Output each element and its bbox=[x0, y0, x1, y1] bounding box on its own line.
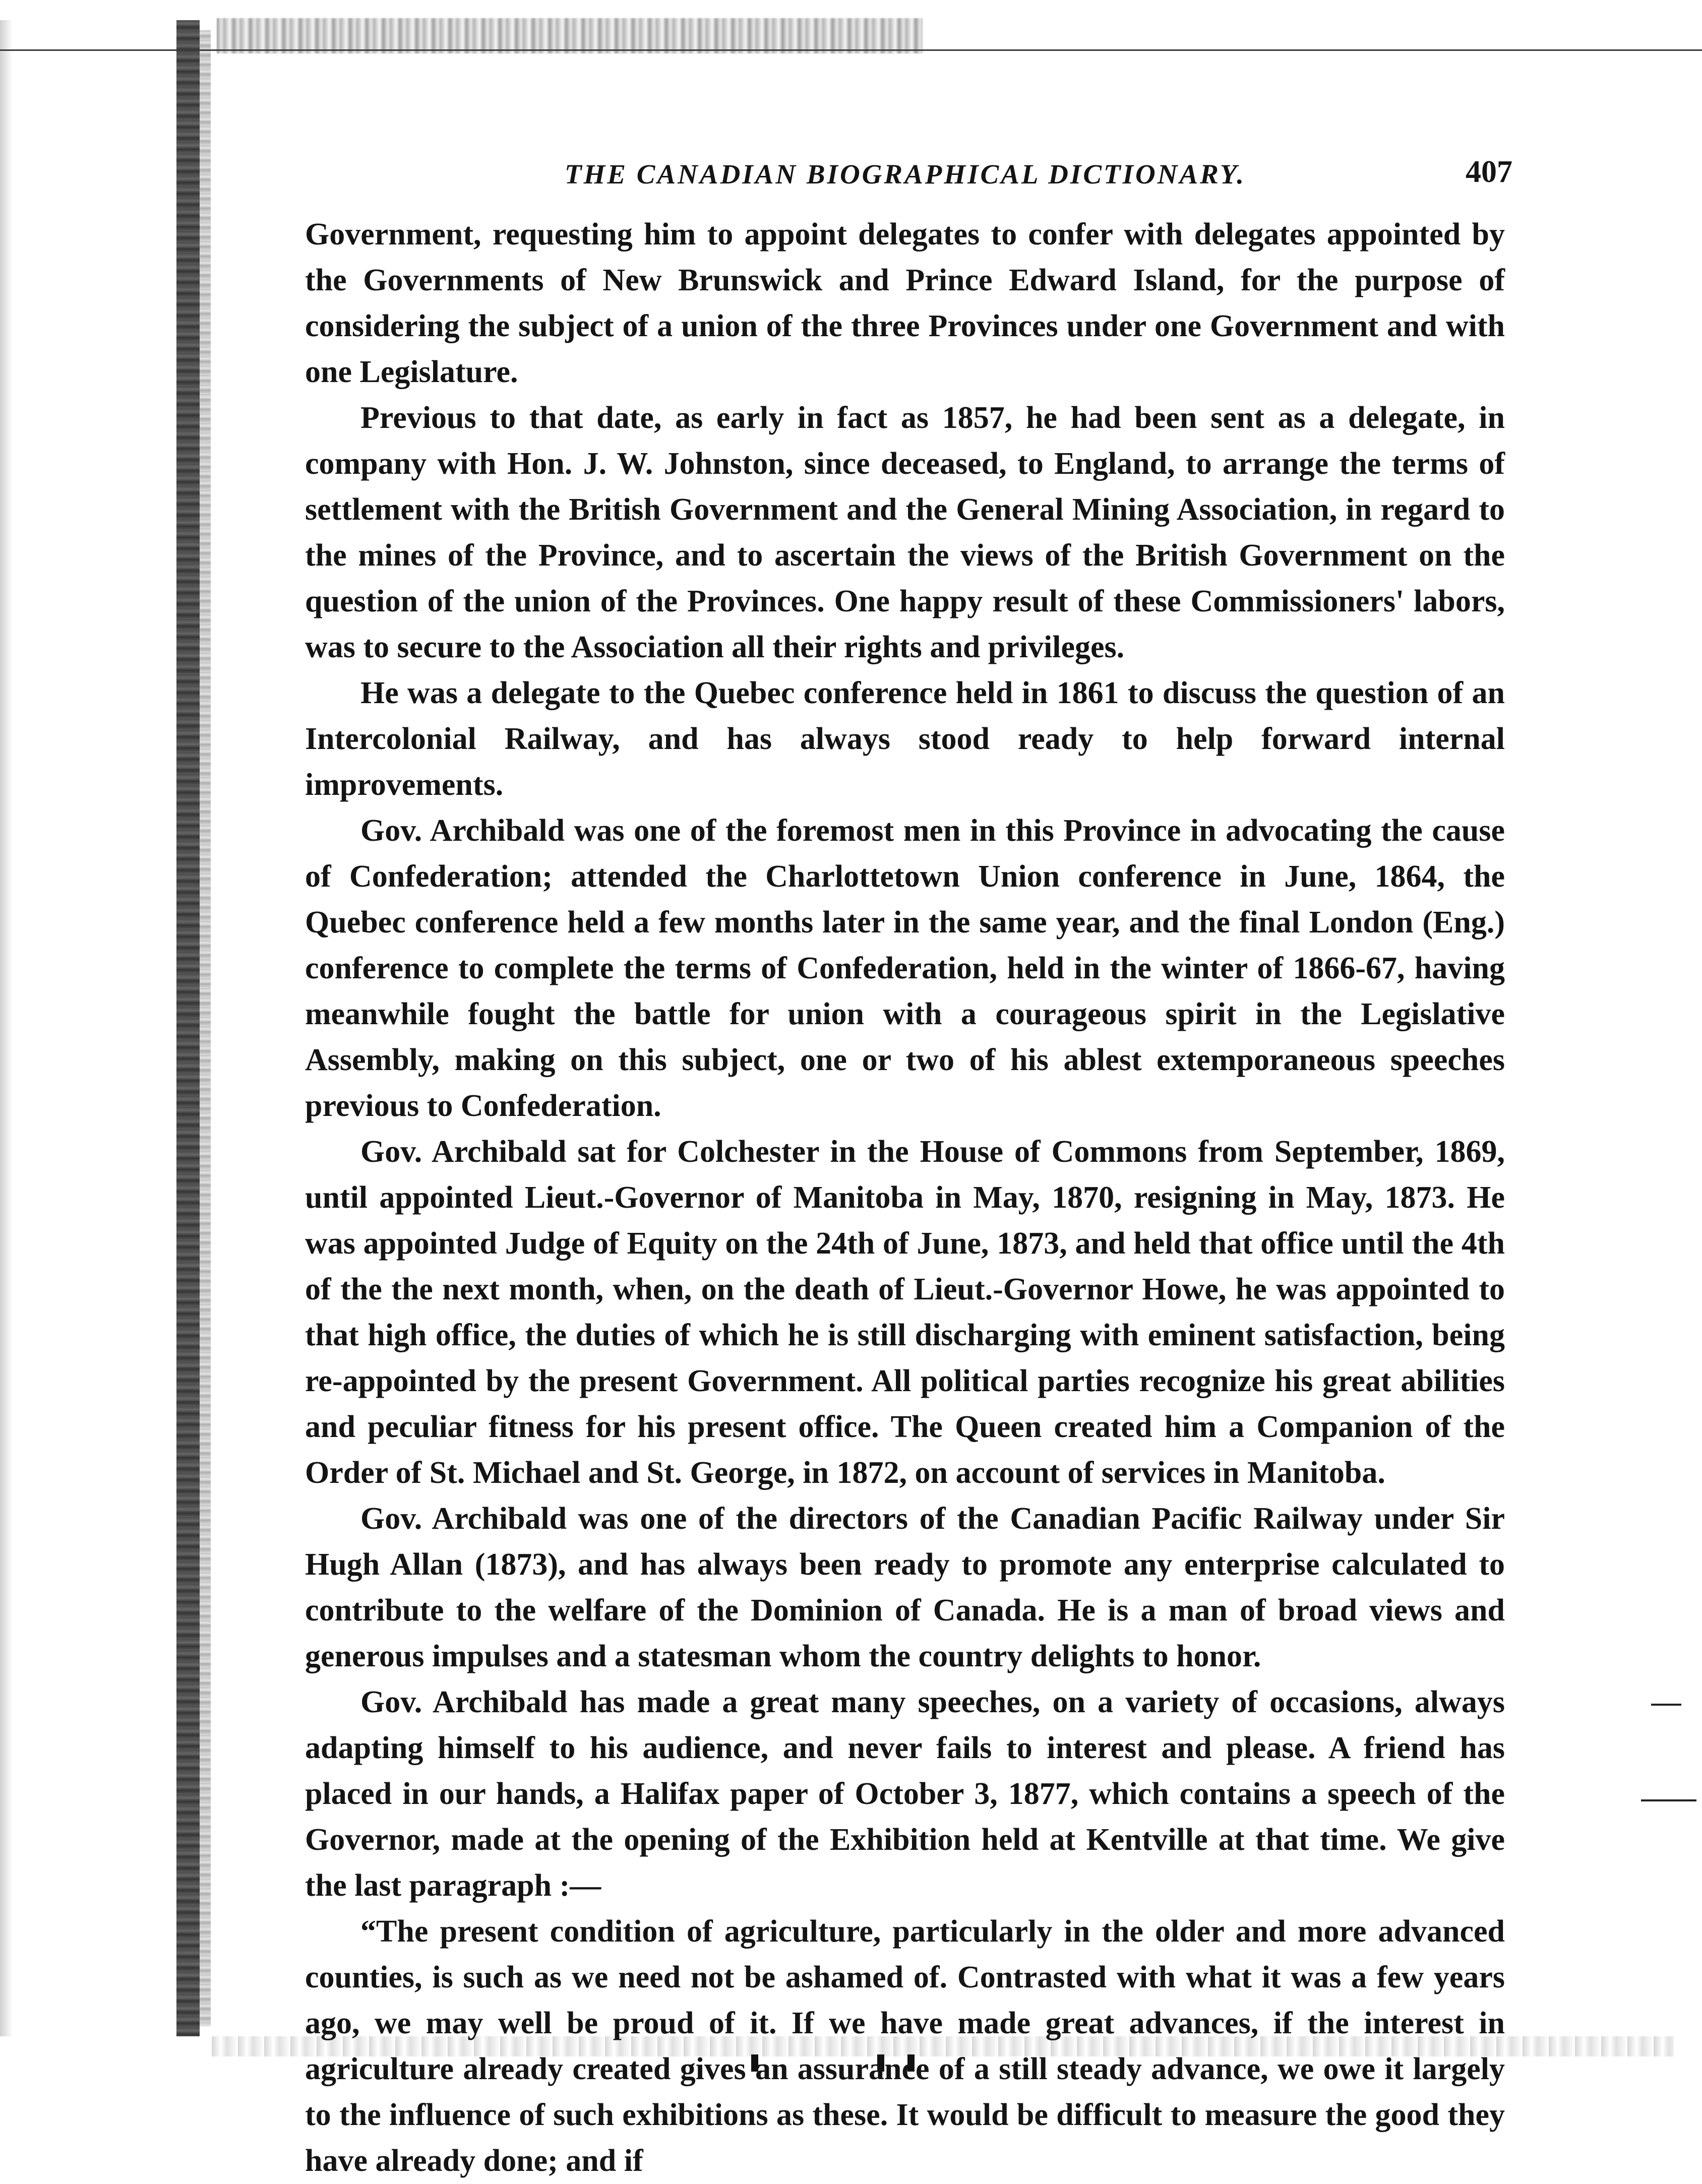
paragraph: Gov. Archibald was one of the directors of the Canadian Pacific Railway under Sir Hugh Allan (1873), and has always been ready to promote any enterprise calculated to contribute to the welfare of the Dominion of Canada. He is a man of broad views and generous impulses and a statesman whom the country delights to honor. bbox=[305, 1502, 1505, 1673]
scan-margin-mark bbox=[1651, 1704, 1681, 1706]
paragraph: Government, requesting him to appoint delegates to confer with delegates appointed by the Governments of New Brunswick and Prince Edward Island, for the purpose of considering the subject of a union of the three Provinces under one Government and with one Legislature. bbox=[305, 217, 1505, 389]
paragraph: Gov. Archibald sat for Colchester in the House of Commons from September, 1869, until appointed Lieut.-Governor of Manitoba in May, 1870, resigning in May, 1873. He was appointed Judge of Equity on the 24th of June, 1873, and held that office until the 4th of the the next month, when, on the death of Lieut.-Governor Howe, he was appointed to that high office, the duties of which he is still discharging with eminent satisfaction, being re-appointed by the present Government. All political parties recognize his great abilities and peculiar fitness for his present office. The Queen created him a Companion of the Order of St. Michael and St. George, in 1872, on account of services in Manitoba. bbox=[305, 1135, 1505, 1490]
book-binding-edge bbox=[176, 20, 200, 2036]
scan-top-rule bbox=[0, 49, 1702, 51]
paragraph: Gov. Archibald was one of the foremost men in this Province in advocating the cause of Confederation; attended the Charlottetown Union conference in June, 1864, the Quebec conference held a few months later in the same year, and the final London (Eng.) conference to complete the terms of Confederation, held in the winter of 1866-67, having meanwhile fought the battle for union with a courageous spirit in the Legislative Assembly, making on this subject, one or two of his ablest extemporaneous speeches previous to Confederation. bbox=[305, 814, 1505, 1123]
paragraph: He was a delegate to the Quebec conference held in 1861 to discuss the question of an Intercolonial Railway, and has always stood ready to help forward internal improvements. bbox=[305, 676, 1505, 802]
paragraph: Gov. Archibald has made a great many speeches, on a variety of occasions, always adapting himself to his audience, and never fails to interest and please. A friend has placed in our hands, a Halifax paper of October 3, 1877, which contains a speech of the Governor, made at the opening of the Exhibition held at Kentville at that time. We give the last paragraph :— bbox=[305, 1685, 1505, 1903]
scan-margin-mark bbox=[1641, 1799, 1696, 1801]
book-binding-shadow bbox=[200, 30, 211, 2026]
paragraph: Previous to that date, as early in fact as 1857, he had been sent as a delegate, in company with Hon. J. W. Johnston, since deceased, to England, to arrange the terms of settlement with the British Government and the General Mining Association, in regard to the mines of the Province, and to ascertain the views of the British Government on the question of the union of the Provinces. One happy result of these Commissioners' labors, was to secure to the Association all their rights and privileges. bbox=[305, 401, 1505, 664]
page-body bbox=[305, 212, 1505, 2184]
scan-top-smudge bbox=[217, 18, 923, 53]
quoted-paragraph: “The present condition of agriculture, particularly in the older and more advanced counties, is such as we need not be ashamed of. Contrasted with what it was a few years ago, we may well be proud of it. If we have made great advances, if the interest in agriculture already created gives an assurance of a still steady advance, we owe it largely to the influence of such exhibitions as these. It would be difficult to measure the good they have already done; and if bbox=[305, 1914, 1505, 2178]
page-number: 407 bbox=[1466, 155, 1512, 189]
scan-margin-shadow bbox=[0, 20, 13, 2036]
running-head bbox=[302, 151, 1512, 197]
running-title: THE CANADIAN BIOGRAPHICAL DICTIONARY. bbox=[565, 159, 1246, 190]
